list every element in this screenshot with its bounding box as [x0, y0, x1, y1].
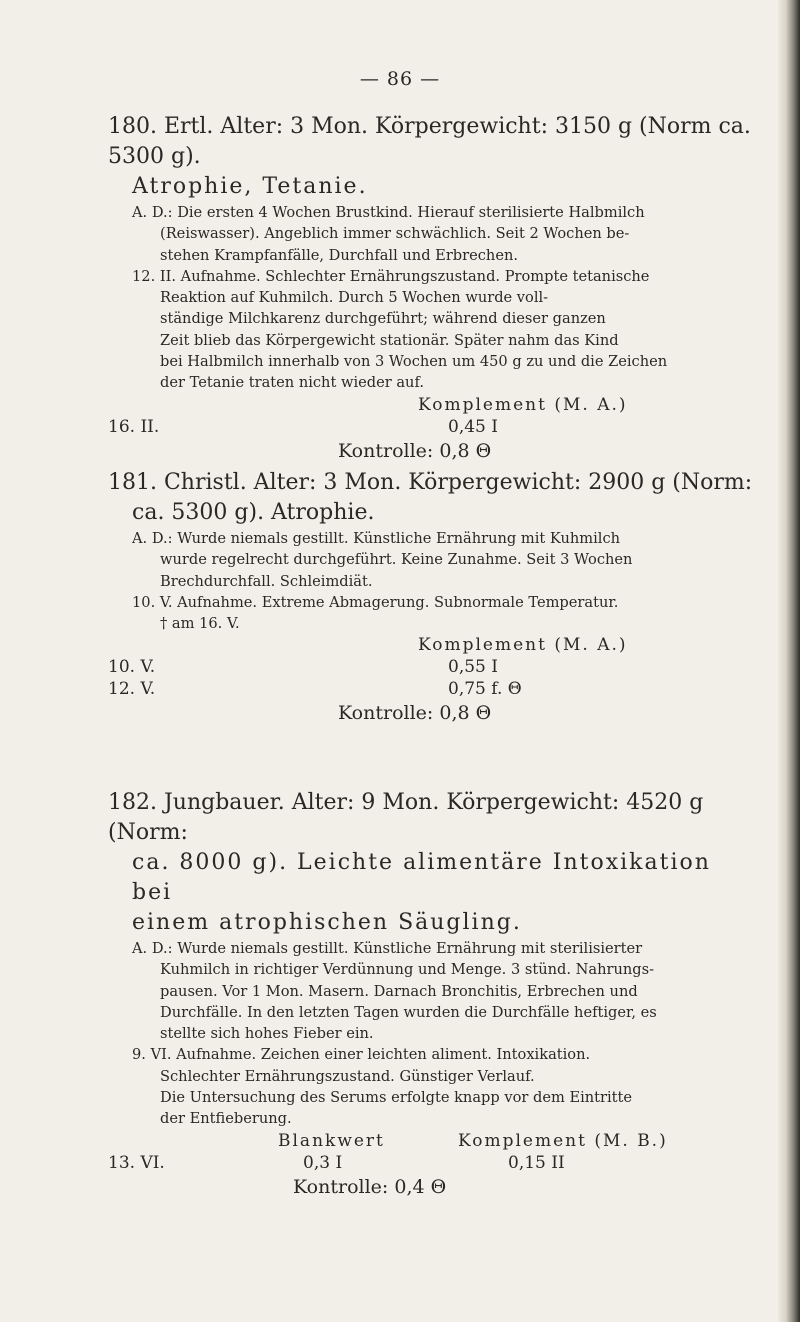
- row-value: 0,45 I: [448, 416, 498, 437]
- admission-line: † am 16. V.: [160, 615, 240, 633]
- control-value: Kontrolle: 0,8 Θ: [338, 702, 492, 725]
- table-header-blank: Blankwert: [278, 1130, 385, 1151]
- case-diagnosis: ca. 8000 g). Leichte alimentäre Intoxikation bei: [132, 850, 711, 905]
- case-title: [108, 468, 758, 528]
- anamnesis: [108, 202, 758, 266]
- case-entry-180: [108, 112, 758, 460]
- anamnesis-line: wurde regelrecht durchgeführt. Keine Zunahme. Seit 3 Wochen: [160, 551, 633, 569]
- complement-table: [108, 394, 758, 460]
- anamnesis-line: A. D.: Die ersten 4 Wochen Brustkind. Hierauf sterilisierte Halbmilch: [132, 204, 645, 221]
- anamnesis-line: Brechdurchfall. Schleimdiät.: [160, 572, 373, 590]
- case-diagnosis: Atrophie, Tetanie.: [132, 174, 368, 199]
- admission-line: 9. VI. Aufnahme. Zeichen einer leichten aliment. Intoxikation.: [132, 1046, 591, 1064]
- case-title: [108, 788, 758, 938]
- anamnesis-line: Durchfälle. In den letzten Tagen wurden die Durchfälle heftiger, es: [160, 1003, 657, 1021]
- table-header: Komplement (M. A.): [418, 394, 628, 415]
- row-date: 13. VI.: [108, 1152, 165, 1173]
- anamnesis-line: stellte sich hohes Fieber ein.: [160, 1025, 374, 1043]
- table-header: Komplement (M. A.): [418, 635, 628, 656]
- row-value-blank: 0,3 I: [303, 1152, 343, 1173]
- anamnesis-line: A. D.: Wurde niemals gestillt. Künstliche Ernährung mit sterilisierter: [132, 940, 643, 957]
- row-date: 12. V.: [108, 679, 156, 700]
- anamnesis-line: (Reiswasser). Angeblich immer schwächlich. Seit 2 Wochen be-: [160, 225, 630, 243]
- control-value: Kontrolle: 0,4 Θ: [293, 1175, 447, 1198]
- admission-line: Die Untersuchung des Serums erfolgte knapp vor dem Eintritte: [160, 1089, 633, 1107]
- page-number: — 86 —: [359, 68, 441, 90]
- admission-line: Zeit blieb das Körpergewicht stationär. Später nahm das Kind: [160, 331, 619, 349]
- anamnesis-line: Kuhmilch in richtiger Verdünnung und Menge. 3 stünd. Nahrungs-: [160, 961, 655, 979]
- admission-note: [108, 1044, 758, 1129]
- row-date: 10. V.: [108, 657, 156, 678]
- complement-table: [108, 1130, 758, 1200]
- admission-line: Reaktion auf Kuhmilch. Durch 5 Wochen wurde voll-: [160, 289, 549, 307]
- case-title-line: 182. Jungbauer. Alter: 9 Mon. Körpergewicht: 4520 g (Norm:: [108, 790, 704, 845]
- admission-line: der Tetanie traten nicht wieder auf.: [160, 374, 424, 392]
- case-entry-182: [108, 788, 758, 1200]
- complement-table: [108, 634, 758, 724]
- case-title-line: 180. Ertl. Alter: 3 Mon. Körpergewicht: 3150 g (Norm ca. 5300 g).: [108, 114, 751, 169]
- admission-line: der Entfieberung.: [160, 1110, 292, 1128]
- case-title-line: ca. 5300 g). Atrophie.: [132, 500, 375, 525]
- admission-line: 12. II. Aufnahme. Schlechter Ernährungszustand. Prompte tetanische: [132, 267, 650, 285]
- anamnesis: [108, 528, 758, 592]
- row-value: 0,55 I: [448, 657, 498, 678]
- admission-line: ständige Milchkarenz durchgeführt; während dieser ganzen: [160, 310, 606, 328]
- case-entry-181: [108, 468, 758, 724]
- page-edge-shadow: [778, 0, 800, 1322]
- case-diagnosis: einem atrophischen Säugling.: [132, 910, 522, 935]
- row-value: 0,75 f. Θ: [448, 679, 522, 700]
- case-title-line: 181. Christl. Alter: 3 Mon. Körpergewicht: 2900 g (Norm:: [108, 470, 753, 495]
- anamnesis: [108, 938, 758, 1044]
- control-value: Kontrolle: 0,8 Θ: [338, 439, 492, 462]
- anamnesis-line: pausen. Vor 1 Mon. Masern. Darnach Bronchitis, Erbrechen und: [160, 982, 638, 1000]
- table-header-complement: Komplement (M. B.): [458, 1130, 668, 1151]
- admission-note: [108, 592, 758, 635]
- admission-line: Schlechter Ernährungszustand. Günstiger Verlauf.: [160, 1067, 535, 1085]
- row-date: 16. II.: [108, 416, 160, 437]
- anamnesis-line: stehen Krampfanfälle, Durchfall und Erbrechen.: [160, 246, 519, 264]
- admission-line: 10. V. Aufnahme. Extreme Abmagerung. Subnormale Temperatur.: [132, 593, 619, 611]
- anamnesis-line: A. D.: Wurde niemals gestillt. Künstliche Ernährung mit Kuhmilch: [132, 530, 621, 547]
- admission-note: [108, 266, 758, 394]
- case-title: [108, 112, 758, 202]
- row-value-complement: 0,15 II: [508, 1152, 565, 1173]
- admission-line: bei Halbmilch innerhalb von 3 Wochen um 450 g zu und die Zeichen: [160, 353, 668, 371]
